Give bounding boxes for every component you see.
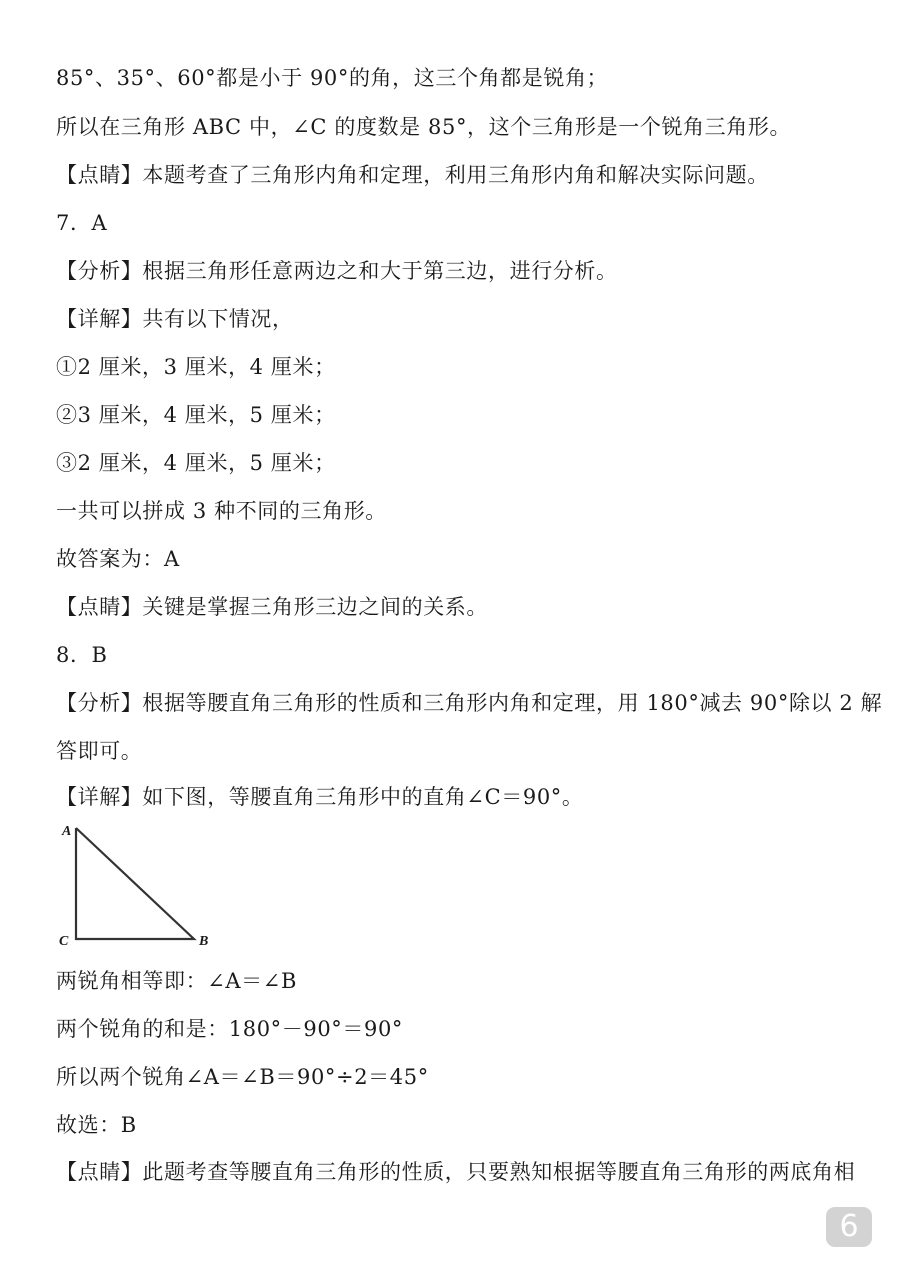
question-answer-8: 8．B [56,643,108,667]
text-line: 【点睛】本题考查了三角形内角和定理，利用三角形内角和解决实际问题。 [56,163,769,187]
vertex-label-a: A [62,824,72,839]
triangle-diagram [56,818,216,948]
vertex-label-b: B [199,934,209,948]
text-line: 【分析】根据三角形任意两边之和大于第三边，进行分析。 [56,259,618,283]
text-line: 【点睛】关键是掌握三角形三边之间的关系。 [56,595,488,619]
text-line: ①2 厘米，3 厘米，4 厘米； [56,355,336,379]
text-line: 【分析】根据等腰直角三角形的性质和三角形内角和定理，用 180°减去 90°除以 2 解 [56,691,883,715]
vertex-label-c: C [59,934,69,948]
text-line: ②3 厘米，4 厘米，5 厘米； [56,403,336,427]
text-line: 【点睛】此题考查等腰直角三角形的性质，只要熟知根据等腰直角三角形的两底角相 [56,1160,856,1184]
text-line: 两个锐角的和是：180°－90°＝90° [56,1017,404,1041]
text-line: 答即可。 [56,739,143,763]
page-number-badge: 6 [826,1207,872,1247]
text-line: 故答案为：A [56,547,180,571]
text-line: 两锐角相等即：∠A＝∠B [56,969,297,993]
text-line: 85°、35°、60°都是小于 90°的角，这三个角都是锐角； [56,66,609,90]
text-line: 一共可以拼成 3 种不同的三角形。 [56,499,387,523]
text-line: 故选：B [56,1113,137,1137]
text-line: 【详解】如下图，等腰直角三角形中的直角∠C＝90°。 [56,785,584,809]
text-line: 所以在三角形 ABC 中，∠C 的度数是 85°，这个三角形是一个锐角三角形。 [56,115,792,139]
right-triangle-figure [56,818,216,948]
question-answer-7: 7．A [56,211,108,235]
triangle-outline [76,828,194,939]
text-line: ③2 厘米，4 厘米，5 厘米； [56,451,336,475]
text-line: 【详解】共有以下情况， [56,307,294,331]
text-line: 所以两个锐角∠A＝∠B＝90°÷2＝45° [56,1065,429,1089]
